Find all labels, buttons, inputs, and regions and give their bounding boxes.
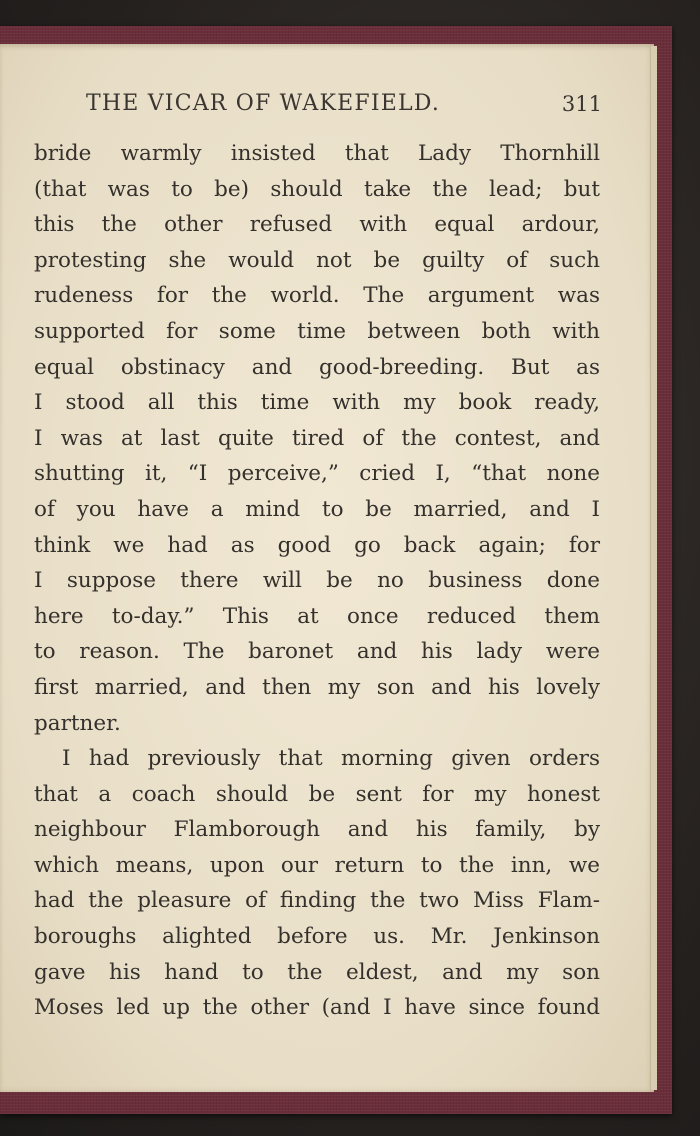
text-line: of you have a mind to be married, and I xyxy=(34,496,600,522)
running-title: THE VICAR OF WAKEFIELD. xyxy=(86,91,441,116)
text-line: Moses led up the other (and I have since found xyxy=(34,995,600,1021)
text-line: (that was to be) should take the lead; but xyxy=(34,176,600,202)
paragraph-1 xyxy=(34,136,600,741)
text-line: this the other refused with equal ardour, xyxy=(34,212,600,238)
body-text xyxy=(34,136,600,1026)
text-line: bride warmly insisted that Lady Thornhill xyxy=(34,141,600,166)
page-edge xyxy=(650,46,657,1090)
text-line: equal obstinacy and good-breeding. But as xyxy=(34,354,600,380)
text-line: I had previously that morning given orders xyxy=(62,746,600,772)
text-line: I was at last quite tired of the contest, and xyxy=(34,425,600,451)
text-line: I stood all this time with my book ready, xyxy=(34,390,600,416)
text-line: which means, upon our return to the inn, we xyxy=(34,852,600,878)
text-line: I suppose there will be no business done xyxy=(34,568,600,594)
text-line: supported for some time between both with xyxy=(34,318,600,344)
text-line: gave his hand to the eldest, and my son xyxy=(34,959,600,985)
text-line: neighbour Flamborough and his family, by xyxy=(34,817,600,843)
page-number: 311 xyxy=(561,92,602,116)
paragraph-2 xyxy=(34,741,600,1026)
text-line: rudeness for the world. The argument was xyxy=(34,283,600,309)
text-line: shutting it, “I perceive,” cried I, “that none xyxy=(34,461,600,487)
text-line: partner. xyxy=(34,710,121,736)
text-line: protesting she would not be guilty of such xyxy=(34,247,600,273)
text-line: to reason. The baronet and his lady were xyxy=(34,639,600,665)
text-line: first married, and then my son and his lovely xyxy=(34,674,600,700)
text-line: had the pleasure of finding the two Miss Flam- xyxy=(34,888,600,914)
text-line: boroughs alighted before us. Mr. Jenkinson xyxy=(34,924,600,950)
text-line: here to-day.” This at once reduced them xyxy=(34,603,600,629)
text-line: that a coach should be sent for my honest xyxy=(34,781,600,807)
text-line: think we had as good go back again; for xyxy=(34,532,600,558)
page-header xyxy=(86,88,602,122)
